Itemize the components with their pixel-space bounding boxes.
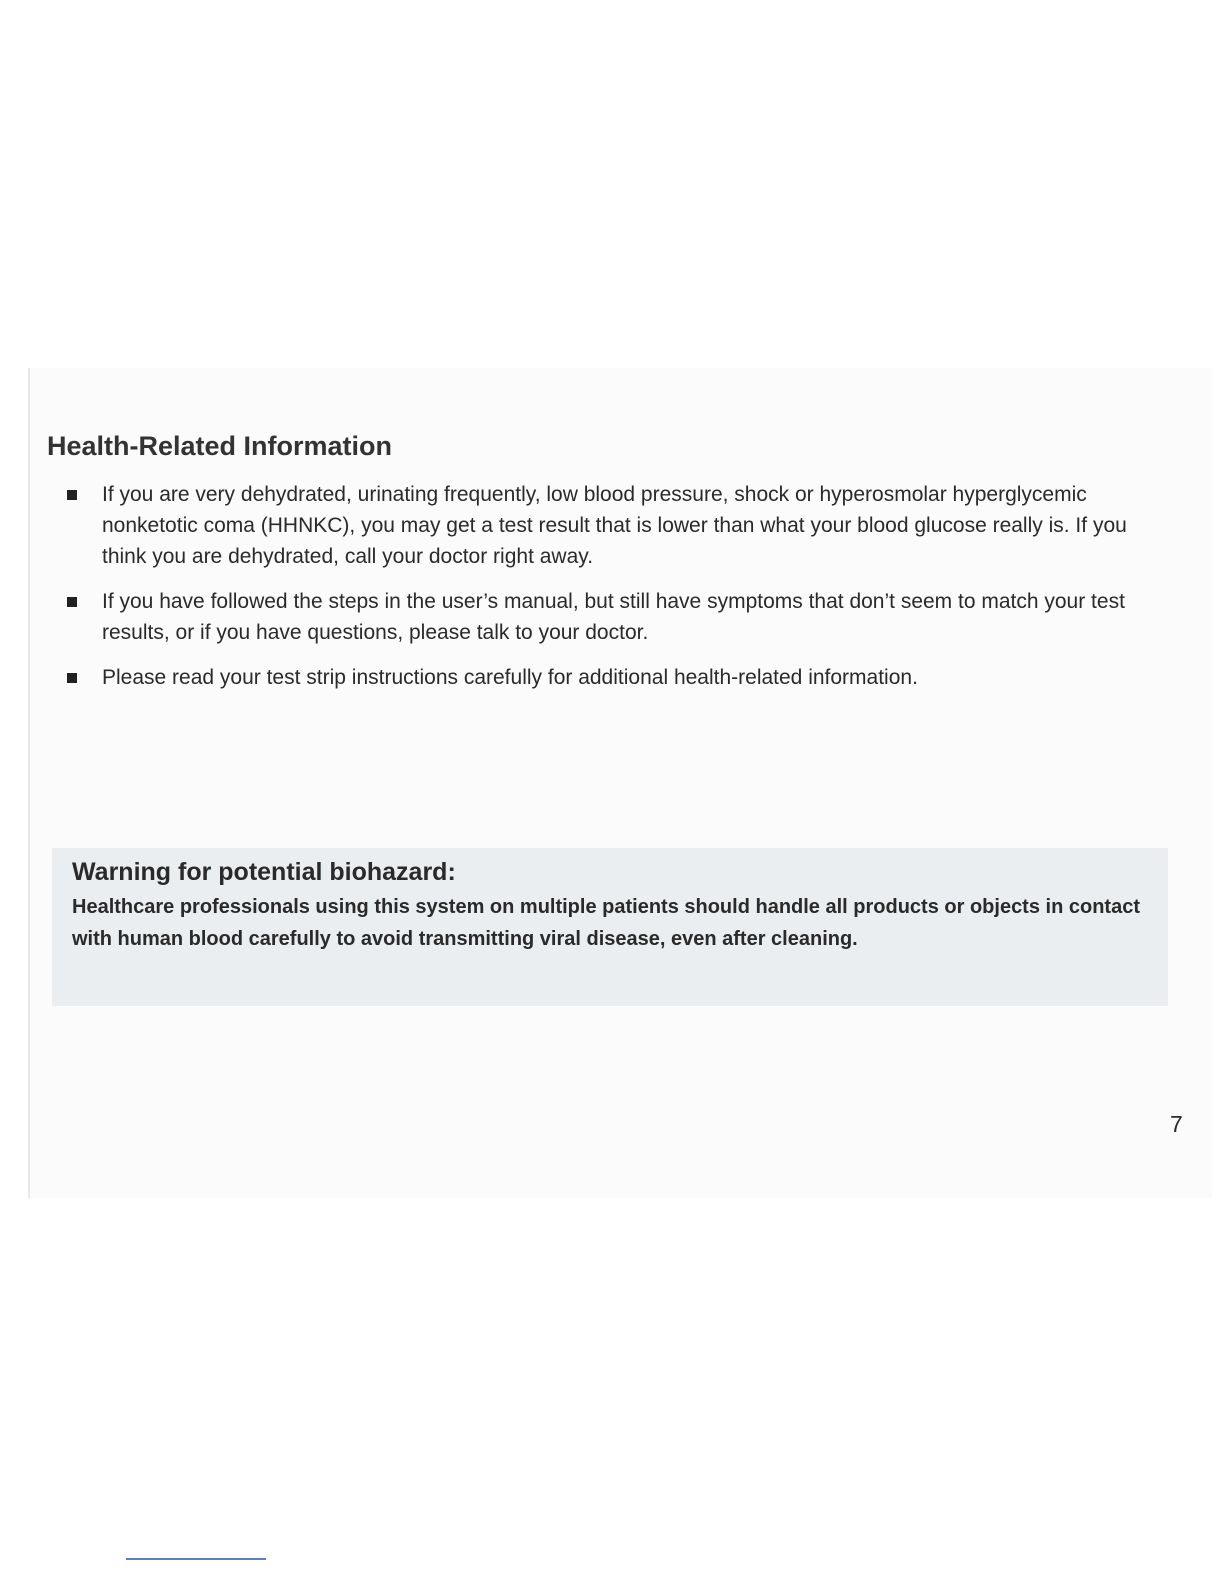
list-item-text: If you have followed the steps in the user’s manual, but still have symptoms that don’t seem to match your test results, or if you have questions, please talk to your doctor.	[102, 590, 1125, 644]
footer-rule	[126, 1558, 266, 1560]
scan-edge-line	[28, 368, 30, 1198]
warning-title: Warning for potential biohazard:	[72, 858, 456, 886]
list-item-text: If you are very dehydrated, urinating frequently, low blood pressure, shock or hyperosmolar hyperglycemic nonketotic coma (HHNKC), you may get a test result that is lower than what your blood glucose really is. If you think you are dehydrated, call your doctor right away.	[102, 483, 1127, 568]
list-item	[64, 586, 1174, 648]
warning-text: Healthcare professionals using this system on multiple patients should handle all products or objects in contact with human blood carefully to avoid transmitting viral disease, even after cleaning.	[72, 896, 1140, 950]
square-bullet-icon	[67, 597, 77, 607]
section-title: Health-Related Information	[47, 431, 393, 461]
health-info-list	[64, 479, 1174, 707]
list-item	[64, 662, 1174, 693]
square-bullet-icon	[67, 490, 77, 500]
page-number: 7	[1170, 1111, 1183, 1137]
square-bullet-icon	[67, 673, 77, 683]
biohazard-warning-box	[52, 848, 1168, 1006]
list-item-text: Please read your test strip instructions carefully for additional health-related information.	[102, 666, 918, 689]
list-item	[64, 479, 1174, 572]
